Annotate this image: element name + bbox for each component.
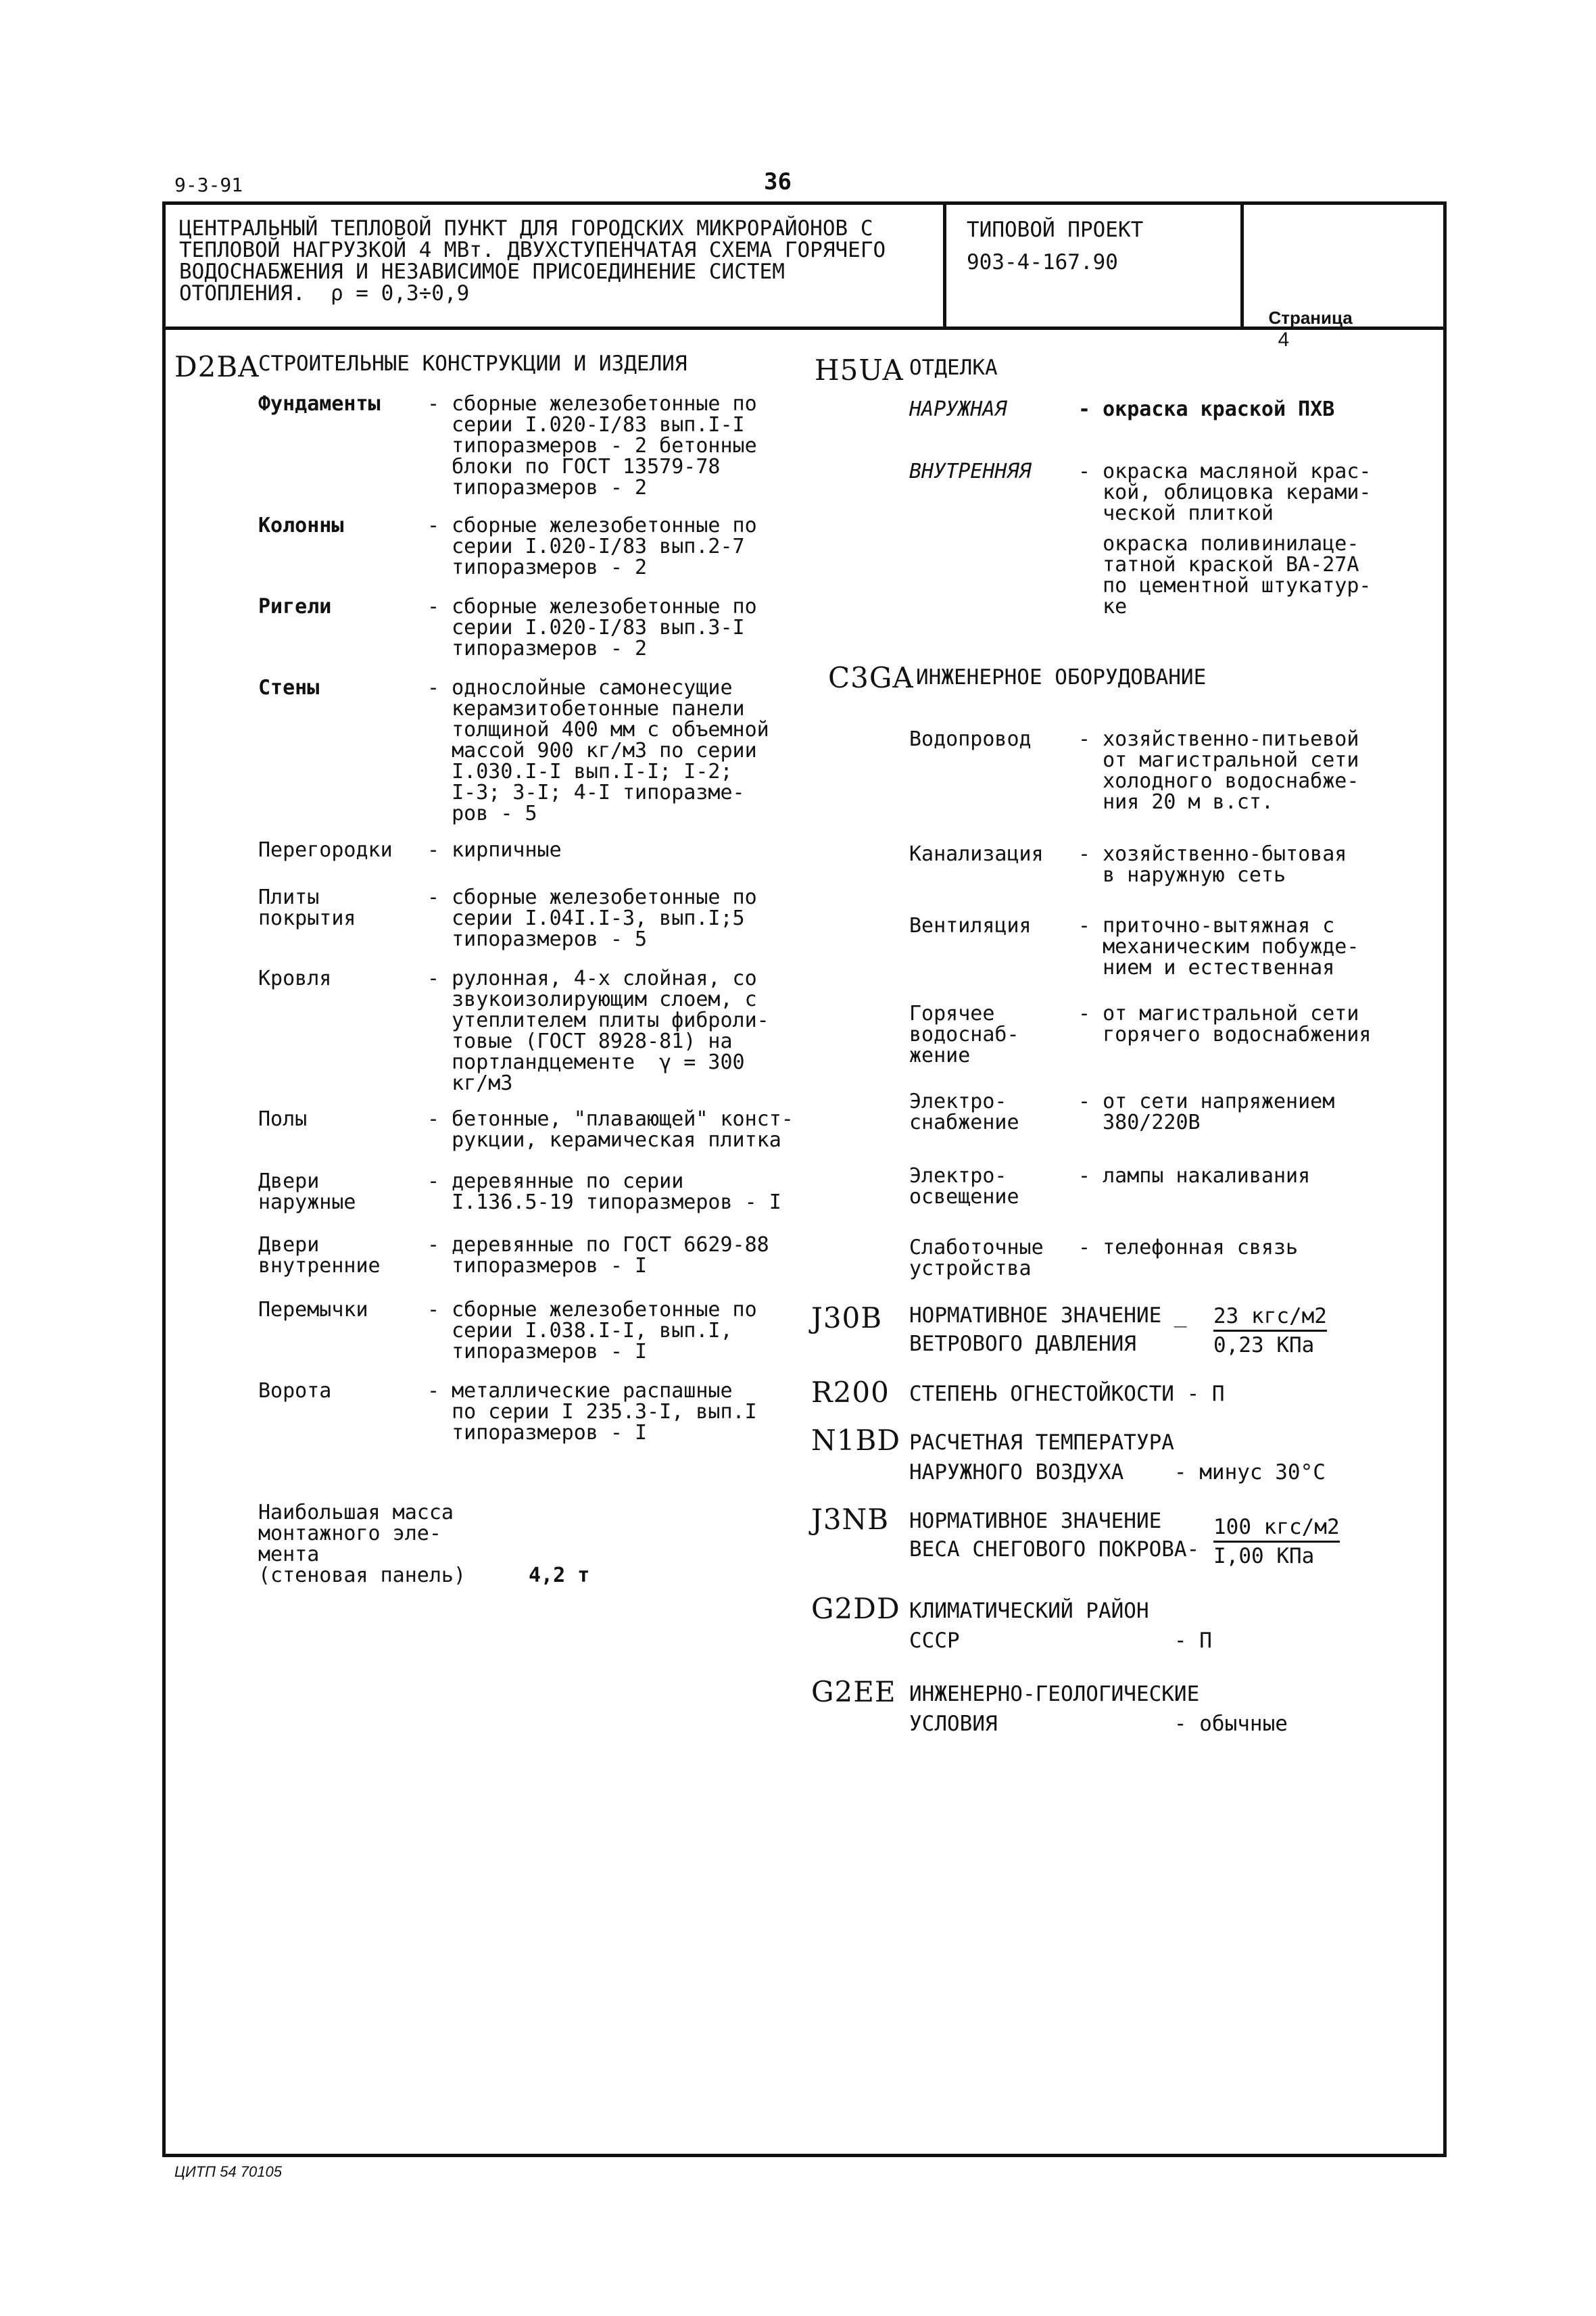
- param-line: НОРМАТИВНОЕ ЗНАЧЕНИЕ: [909, 1509, 1162, 1533]
- item-text-line: - рулонная, 4-х слойная, со: [427, 967, 757, 990]
- equipment-text: [1078, 729, 1359, 813]
- param-code: J3NB: [811, 1503, 890, 1536]
- title-line: ЦЕНТРАЛЬНЫЙ ТЕПЛОВОЙ ПУНКТ ДЛЯ ГОРОДСКИХ МИКРОРАЙОНОВ С: [179, 216, 873, 241]
- equipment-label-line: освещение: [909, 1185, 1019, 1209]
- item-text-line: массой 900 кг/м3 по серии: [427, 739, 757, 763]
- param-code: G2DD: [811, 1592, 900, 1625]
- item-label: Ригели: [258, 595, 332, 619]
- item-text-line: звукоизолирующим слоем, с: [427, 988, 757, 1011]
- item-label: Перемычки: [258, 1298, 368, 1322]
- item-text-line: - бетонные, "плавающей" конст-: [427, 1107, 794, 1131]
- item-text-line: типоразмеров - 2: [427, 637, 648, 660]
- title-block-title: [179, 218, 936, 304]
- equipment-text-line: - хозяйственно-питьевой: [1078, 727, 1359, 751]
- max-mass-label-line: мента: [258, 1543, 320, 1566]
- item-text: [427, 393, 757, 498]
- item-text-line: типоразмеров - I: [427, 1254, 648, 1278]
- item-text-line: типоразмеров - 2 бетонные: [427, 434, 757, 458]
- item-text: [427, 1299, 757, 1362]
- equipment-label: [909, 1165, 1071, 1207]
- item-text-line: типоразмеров - 2: [427, 476, 648, 500]
- equipment-label-line: снабжение: [909, 1111, 1019, 1134]
- equipment-label-line: водоснаб-: [909, 1023, 1019, 1046]
- equipment-text: [1078, 844, 1347, 886]
- item-text-line: типоразмеров - 5: [427, 927, 648, 951]
- finish-label: НАРУЖНАЯ: [909, 397, 1007, 421]
- equipment-text-line: - приточно-вытяжная с: [1078, 914, 1335, 938]
- item-text: [427, 887, 757, 950]
- item-label-line: внутренние: [258, 1254, 381, 1278]
- item-text-line: серии I.020-I/83 вып.I-I: [427, 413, 745, 437]
- equipment-text-line: ния 20 м в.ст.: [1078, 790, 1274, 814]
- item-text: [427, 840, 562, 861]
- item-text-line: серии I.04I.I-3, вып.I;5: [427, 907, 745, 930]
- equipment-label: Вентиляция: [909, 914, 1032, 938]
- finish-text-line: по цементной штукатур-: [1078, 574, 1372, 598]
- param-line: СССР - П: [909, 1629, 1212, 1653]
- finish-text-line: ке: [1078, 595, 1128, 619]
- item-text-line: - сборные железобетонные по: [427, 514, 757, 537]
- param-line: ВЕТРОВОГО ДАВЛЕНИЯ: [909, 1332, 1136, 1356]
- equipment-text-line: горячего водоснабжения: [1078, 1023, 1372, 1046]
- param-text: [909, 1596, 1212, 1656]
- item-text-line: серии I.020-I/83 вып.3-I: [427, 616, 745, 640]
- project-label: ТИПОВОЙ ПРОЕКТ: [967, 218, 1144, 242]
- item-text-line: I-3; 3-I; 4-I типоразме-: [427, 781, 745, 804]
- finish-text: [1078, 399, 1334, 420]
- max-mass-value: 4,2 т: [529, 1564, 590, 1587]
- param-value-top: 100 кгс/м2: [1213, 1514, 1340, 1543]
- item-text-line: кг/м3: [427, 1071, 513, 1095]
- equipment-label: Канализация: [909, 842, 1044, 866]
- max-mass-block: [258, 1502, 466, 1586]
- item-text-line: I.030.I-I вып.I-I; I-2;: [427, 760, 733, 783]
- equipment-text: [1078, 915, 1359, 978]
- equipment-label: [909, 1237, 1071, 1279]
- section-heading-construction: СТРОИТЕЛЬНЫЕ КОНСТРУКЦИИ И ИЗДЕЛИЯ: [258, 352, 687, 376]
- item-text-line: толщиной 400 мм с объемной: [427, 718, 769, 742]
- item-label-line: Плиты: [258, 886, 320, 909]
- item-text-line: I.136.5-19 типоразмеров - I: [427, 1190, 781, 1214]
- param-line: СТЕПЕНЬ ОГНЕСТОЙКОСТИ - П: [909, 1382, 1225, 1406]
- item-text-line: рукции, керамическая плитка: [427, 1128, 781, 1152]
- equipment-label: Водопровод: [909, 727, 1032, 751]
- equipment-text-line: от магистральной сети: [1078, 748, 1359, 772]
- item-label: Колонны: [258, 514, 344, 537]
- section-code-construction: D2BA: [174, 350, 260, 383]
- finish-text-line: ческой плиткой: [1078, 502, 1274, 525]
- item-label-line: Двери: [258, 1169, 320, 1193]
- finish-text-line: - окраска масляной крас-: [1078, 460, 1372, 483]
- equipment-text: [1078, 1091, 1334, 1133]
- item-label: Стены: [258, 676, 320, 700]
- equipment-text-line: нием и естественная: [1078, 956, 1335, 980]
- item-text-line: блоки по ГОСТ 13579-78: [427, 455, 721, 479]
- item-label: Полы: [258, 1107, 308, 1131]
- param-line: НАРУЖНОГО ВОЗДУХА - минус 30°С: [909, 1460, 1326, 1485]
- param-code: J30B: [811, 1301, 883, 1334]
- title-line: ТЕПЛОВОЙ НАГРУЗКОЙ 4 МВт. ДВУХСТУПЕНЧАТАЯ СХЕМА ГОРЯЧЕГО: [179, 238, 886, 262]
- item-text: [427, 968, 769, 1094]
- finish-text-line: кой, облицовка керами-: [1078, 481, 1372, 504]
- title-block-divider: [162, 327, 1447, 330]
- param-line: ИНЖЕНЕРНО-ГЕОЛОГИЧЕСКИЕ: [909, 1682, 1200, 1706]
- item-text: [427, 1380, 757, 1443]
- sheet-number: 4: [1278, 329, 1290, 351]
- item-text: [427, 677, 769, 824]
- equipment-text: [1078, 1003, 1371, 1045]
- param-code: R200: [811, 1376, 890, 1409]
- param-line: РАСЧЕТНАЯ ТЕМПЕРАТУРА: [909, 1430, 1174, 1455]
- item-text: [427, 515, 757, 578]
- param-code: G2EE: [811, 1675, 896, 1708]
- item-label: [258, 887, 420, 929]
- project-number: 903-4-167.90: [967, 250, 1118, 274]
- param-value: [1213, 1514, 1340, 1570]
- title-line: ОТОПЛЕНИЯ. ρ = 0,3÷0,9: [179, 281, 470, 306]
- equipment-label-line: устройства: [909, 1257, 1032, 1280]
- section-code-equipment: C3GA: [828, 661, 914, 694]
- item-text-line: серии I.038.I-I, вып.I,: [427, 1319, 733, 1343]
- equipment-text-line: - от магистральной сети: [1078, 1002, 1359, 1026]
- item-text-line: утеплителем плиты фиброли-: [427, 1009, 769, 1032]
- equipment-label-line: Слаботочные: [909, 1236, 1044, 1259]
- item-text-line: - сборные железобетонные по: [427, 392, 757, 416]
- item-label: Ворота: [258, 1379, 332, 1403]
- param-text: [909, 1507, 1199, 1564]
- item-text-line: - деревянные по ГОСТ 6629-88: [427, 1233, 769, 1257]
- item-text-line: - металлические распашные: [427, 1379, 733, 1403]
- item-text-line: типоразмеров - I: [427, 1421, 648, 1445]
- equipment-text-line: 380/220В: [1078, 1111, 1201, 1134]
- finish-label: ВНУТРЕННЯЯ: [909, 460, 1032, 483]
- equipment-text-line: в наружную сеть: [1078, 863, 1286, 887]
- param-value: [1213, 1303, 1327, 1359]
- title-line: ВОДОСНАБЖЕНИЯ И НЕЗАВИСИМОЕ ПРИСОЕДИНЕНИЕ СИСТЕМ: [179, 260, 785, 284]
- max-mass-label-line: Наибольшая масса: [258, 1501, 454, 1524]
- finish-text-line: татной краской ВА-27А: [1078, 553, 1359, 577]
- section-heading-finish: ОТДЕЛКА: [909, 356, 998, 380]
- page-number: 36: [764, 168, 792, 195]
- item-label: [258, 1171, 420, 1213]
- item-label-line: наружные: [258, 1190, 356, 1214]
- item-text-line: - кирпичные: [427, 838, 562, 862]
- equipment-label-line: Горячее: [909, 1002, 995, 1026]
- param-value-bottom: I,00 КПа: [1213, 1544, 1315, 1568]
- item-text-line: типоразмеров - 2: [427, 556, 648, 579]
- equipment-label-line: Электро-: [909, 1090, 1007, 1113]
- corner-code: 9-3-91: [174, 174, 243, 196]
- param-value-top: 23 кгс/м2: [1213, 1303, 1327, 1332]
- param-line: КЛИМАТИЧЕСКИЙ РАЙОН: [909, 1599, 1149, 1623]
- item-text-line: - сборные железобетонные по: [427, 595, 757, 619]
- item-text-line: - однослойные самонесущие: [427, 676, 733, 700]
- item-label: [258, 1234, 420, 1276]
- param-code: N1BD: [811, 1424, 901, 1457]
- equipment-label-line: Электро-: [909, 1164, 1007, 1188]
- item-text-line: - деревянные по серии: [427, 1169, 684, 1193]
- equipment-text-line: холодного водоснабже-: [1078, 769, 1359, 793]
- item-text-line: керамзитобетонные панели: [427, 697, 745, 721]
- finish-text-line: окраска поливинилаце-: [1078, 532, 1359, 556]
- item-label-line: Двери: [258, 1233, 320, 1257]
- item-text-line: серии I.020-I/83 вып.2-7: [427, 535, 745, 558]
- item-text: [427, 596, 757, 659]
- item-text-line: - сборные железобетонные по: [427, 886, 757, 909]
- equipment-label: [909, 1091, 1071, 1133]
- title-block-vline-2: [1240, 201, 1244, 330]
- sheet-label-group: [1259, 287, 1353, 352]
- equipment-text-line: - лампы накаливания: [1078, 1164, 1311, 1188]
- equipment-label-line: жение: [909, 1044, 971, 1067]
- item-text: [427, 1171, 781, 1213]
- footer-code: ЦИТП 54 70105: [174, 2163, 282, 2180]
- equipment-text-line: - хозяйственно-бытовая: [1078, 842, 1347, 866]
- param-line: УСЛОВИЯ - обычные: [909, 1712, 1288, 1736]
- item-text: [427, 1109, 794, 1151]
- item-text: [427, 1234, 769, 1276]
- param-text: [909, 1428, 1326, 1487]
- param-text: [909, 1380, 1225, 1408]
- equipment-text-line: - от сети напряжением: [1078, 1090, 1335, 1113]
- title-block-vline-1: [943, 201, 946, 330]
- equipment-text: [1078, 1165, 1310, 1186]
- item-label-line: покрытия: [258, 907, 356, 930]
- item-text-line: по серии I 235.3-I, вып.I: [427, 1400, 757, 1424]
- equipment-text: [1078, 1237, 1298, 1258]
- param-line: ВЕСА СНЕГОВОГО ПОКРОВА-: [909, 1537, 1200, 1562]
- item-label: Фундаменты: [258, 392, 381, 416]
- equipment-text-line: - телефонная связь: [1078, 1236, 1299, 1259]
- item-label: Кровля: [258, 967, 332, 990]
- max-mass-label-line: монтажного эле-: [258, 1522, 441, 1545]
- equipment-text-line: механическим побужде-: [1078, 935, 1359, 959]
- item-text-line: ров - 5: [427, 802, 537, 825]
- item-text-line: портландцементе γ = 300: [427, 1051, 745, 1074]
- param-text: [909, 1301, 1187, 1358]
- item-text-line: - сборные железобетонные по: [427, 1298, 757, 1322]
- item-text-line: типоразмеров - I: [427, 1340, 648, 1364]
- param-text: [909, 1679, 1288, 1739]
- equipment-label: [909, 1003, 1071, 1066]
- item-text-line: товые (ГОСТ 8928-81) на: [427, 1030, 733, 1053]
- sheet-label: Страница: [1268, 308, 1353, 328]
- finish-text-line: - окраска краской ПХВ: [1078, 397, 1335, 421]
- param-line: НОРМАТИВНОЕ ЗНАЧЕНИЕ _: [909, 1303, 1187, 1328]
- section-heading-equipment: ИНЖЕНЕРНОЕ ОБОРУДОВАНИЕ: [916, 665, 1207, 690]
- max-mass-label-line: (стеновая панель): [258, 1564, 466, 1587]
- finish-text: [1078, 461, 1371, 617]
- param-value-bottom: 0,23 КПа: [1213, 1333, 1315, 1357]
- item-label: Перегородки: [258, 838, 393, 862]
- section-code-finish: H5UA: [815, 354, 904, 387]
